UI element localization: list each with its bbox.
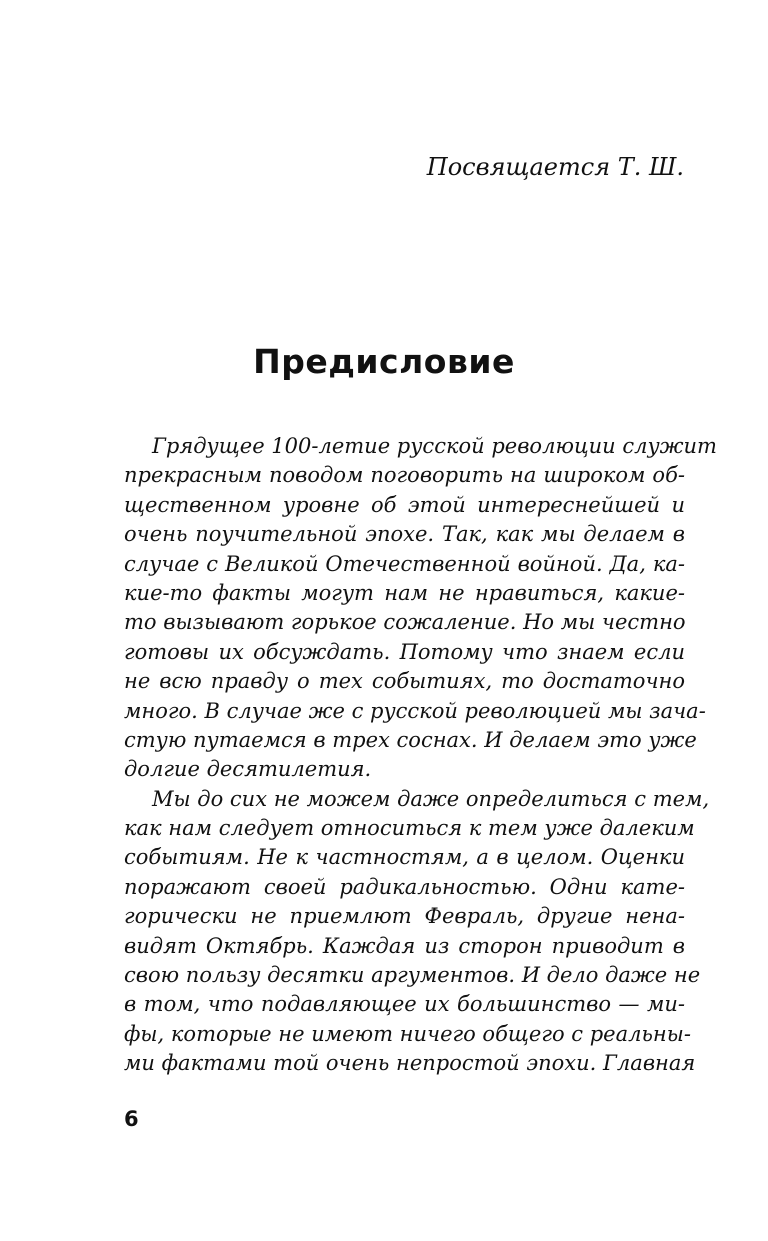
text-line: кие-то факты могут нам не нравиться, какие-: [124, 580, 685, 605]
text-line: стую путаемся в трех соснах. И делаем это уже: [124, 727, 697, 752]
text-line: видят Октябрь. Каждая из сторон приводит в: [124, 933, 685, 958]
text-line: прекрасным поводом поговорить на широком об-: [124, 463, 685, 488]
text-line: событиям. Не к частностям, а в целом. Оценки: [124, 845, 685, 870]
text-line: поражают своей радикальностью. Одни кате-: [124, 874, 685, 899]
text-line: случае с Великой Отечественной войной. Да, ка-: [124, 551, 685, 576]
text-line: Мы до сих не можем даже определиться с тем,: [152, 786, 710, 811]
text-line: горически не приемлют Февраль, другие нена-: [124, 904, 685, 929]
text-line: фы, которые не имеют ничего общего с реальны-: [124, 1021, 691, 1046]
dedication: Посвящается Т. Ш.: [426, 153, 684, 181]
text-line: много. В случае же с русской революцией мы зача-: [124, 698, 706, 723]
paragraph-1: [124, 432, 717, 785]
text-line: то вызывают горькое сожаление. Но мы честно: [124, 610, 686, 635]
text-line: ми фактами той очень непростой эпохи. Главная: [124, 1051, 696, 1076]
text-line: долгие десятилетия.: [124, 757, 372, 782]
chapter-title: Предисловие: [253, 342, 515, 381]
text-line: как нам следует относиться к тем уже далеким: [124, 816, 695, 841]
text-line: Грядущее 100-летие русской революции служит: [152, 434, 717, 458]
body-text: [124, 432, 717, 1079]
text-line: очень поучительной эпохе. Так, как мы делаем в: [124, 522, 685, 547]
paragraph-2: [124, 785, 710, 1079]
text-line: щественном уровне об этой интереснейшей и: [124, 492, 685, 517]
text-line: не всю правду о тех событиях, то достаточно: [124, 669, 685, 694]
text-line: свою пользу десятки аргументов. И дело даже не: [124, 963, 701, 988]
text-line: в том, что подавляющее их большинство — ми-: [124, 992, 685, 1017]
text-line: готовы их обсуждать. Потому что знаем если: [124, 639, 685, 664]
page-number: 6: [124, 1107, 139, 1131]
